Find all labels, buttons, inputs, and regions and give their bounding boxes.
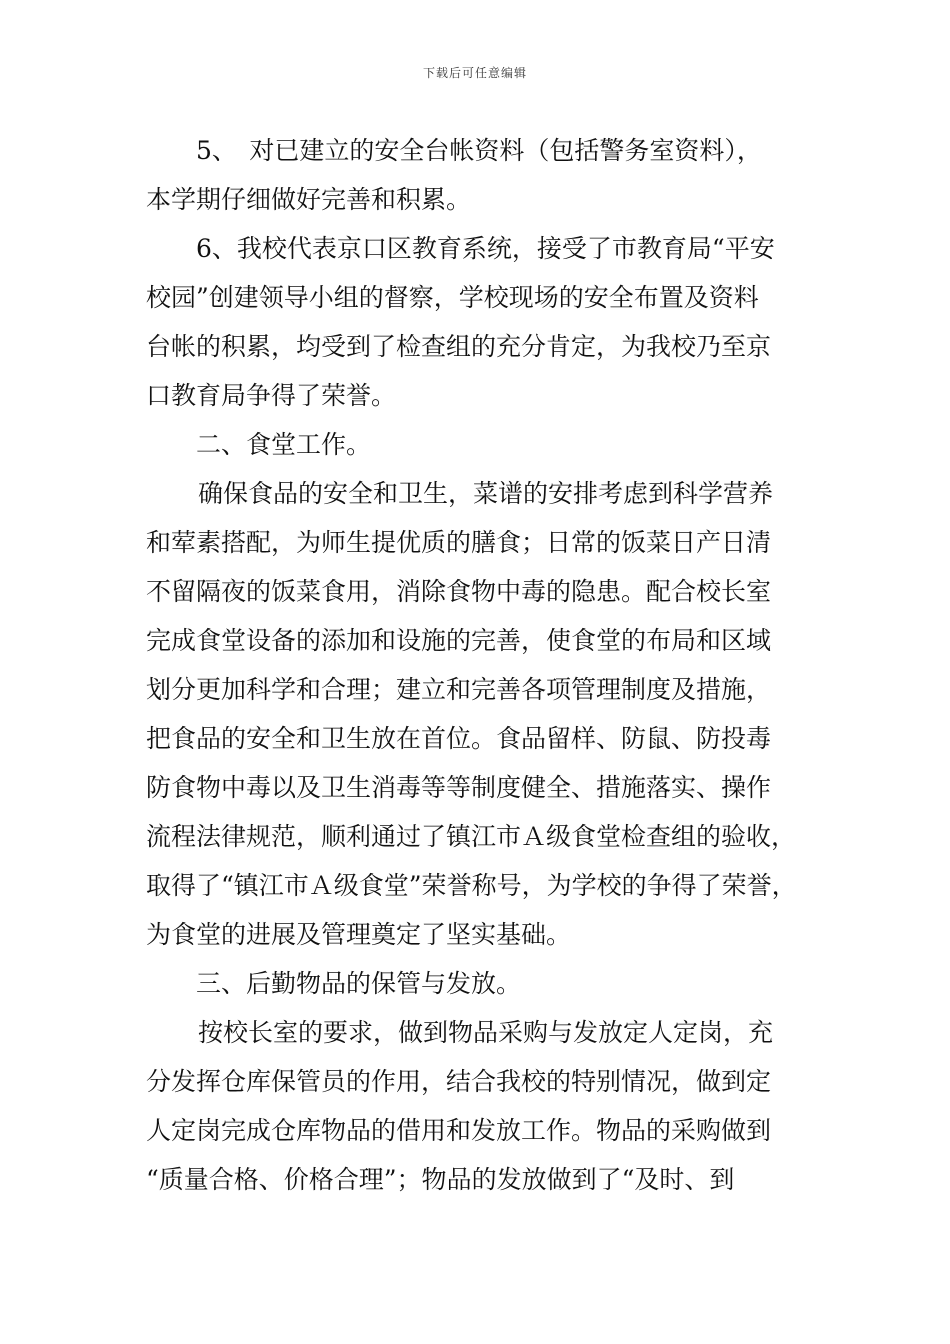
text-line: 确保食品的安全和卫生，菜谱的安排考虑到科学营养 bbox=[198, 479, 774, 508]
text-line: 按校长室的要求，做到物品采购与发放定人定岗，充 bbox=[198, 1018, 774, 1047]
text-line: 为食堂的进展及管理奠定了坚实基础。 bbox=[146, 920, 572, 949]
page-header-note: 下载后可任意编辑 bbox=[422, 66, 527, 80]
section-heading: 二、食堂工作。 bbox=[196, 430, 372, 459]
text-line: 本学期仔细做好完善和积累。 bbox=[146, 185, 472, 214]
text-line: “质量合格、价格合理”；物品的发放做到了“及时、到 bbox=[146, 1165, 735, 1194]
text-line: 校园”创建领导小组的督察，学校现场的安全布置及资料 bbox=[146, 283, 759, 312]
text-line: 分发挥仓库保管员的作用，结合我校的特别情况，做到定 bbox=[146, 1067, 772, 1096]
text-line: 流程法律规范，顺利通过了镇江市Ａ级食堂检查组的验收， bbox=[146, 822, 797, 851]
text-line: 6、我校代表京口区教育系统，接受了市教育局“平安 bbox=[196, 234, 775, 263]
text-line: 台帐的积累，均受到了检查组的充分肯定，为我校乃至京 bbox=[146, 332, 772, 361]
section-heading: 三、后勤物品的保管与发放。 bbox=[196, 969, 522, 998]
text-line: 不留隔夜的饭菜食用，消除食物中毒的隐患。配合校长室 bbox=[146, 577, 772, 606]
text-line: 取得了“镇江市Ａ级食堂”荣誉称号，为学校的争得了荣誉， bbox=[146, 871, 797, 900]
text-line: 5、 对已建立的安全台帐资料（包括警务室资料）， bbox=[196, 136, 762, 165]
text-line: 防食物中毒以及卫生消毒等等制度健全、措施落实、操作 bbox=[146, 773, 772, 802]
text-line: 把食品的安全和卫生放在首位。食品留样、防鼠、防投毒 bbox=[146, 724, 772, 753]
text-line: 口教育局争得了荣誉。 bbox=[146, 381, 397, 410]
document-body bbox=[146, 126, 826, 1204]
text-line: 人定岗完成仓库物品的借用和发放工作。物品的采购做到 bbox=[146, 1116, 772, 1145]
text-line: 划分更加科学和合理；建立和完善各项管理制度及措施， bbox=[146, 675, 772, 704]
text-line: 和荤素搭配，为师生提优质的膳食；日常的饭菜日产日清 bbox=[146, 528, 772, 557]
text-line: 完成食堂设备的添加和设施的完善，使食堂的布局和区域 bbox=[146, 626, 772, 655]
